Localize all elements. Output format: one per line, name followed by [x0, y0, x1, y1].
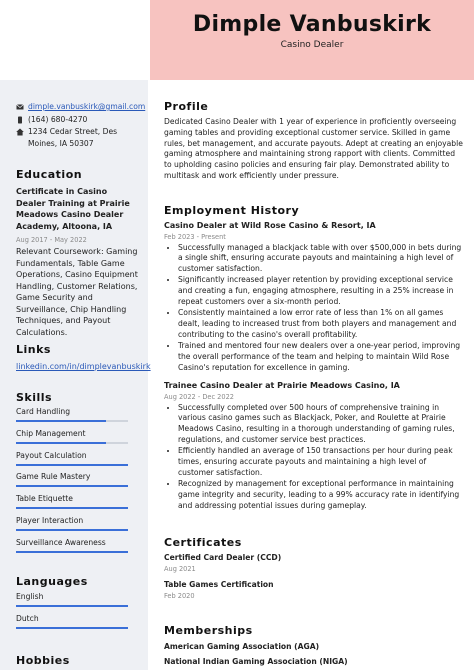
job-dates-2: Aug 2022 - Dec 2022: [164, 392, 234, 401]
education-dates: Aug 2017 - May 2022: [16, 236, 87, 244]
mail-icon: [16, 103, 24, 111]
certificate-entry: [164, 580, 464, 602]
list-item: • Significantly increased player retention by providing exceptional service and creating a fun, engaging atmosphere, resulting in a 25% increase in repeat customers over a six-month period.: [178, 275, 464, 307]
job-bullets-2: [164, 403, 464, 512]
language-level-fill: [16, 605, 128, 607]
employment-heading: Employment History: [164, 204, 300, 217]
profile-heading: Profile: [164, 100, 209, 113]
skill-level-fill: [16, 507, 128, 509]
job-title-1: Casino Dealer at Wild Rose Casino & Resort, IA: [164, 221, 376, 230]
hobbies-heading: Hobbies: [16, 654, 70, 667]
membership-item: National Indian Gaming Association (NIGA): [164, 657, 348, 666]
job-entry: [164, 381, 464, 512]
list-item: • Successfully managed a blackjack table with over $500,000 in bets during a single shift, ensuring accurate payouts and maintaining a high level of customer satisfaction.: [178, 243, 464, 275]
skill-label: Player Interaction: [16, 516, 84, 525]
list-item: • Trained and mentored four new dealers over a one-year period, improving the overall performance of the team and helping to maintain Wild Rose Casino's reputation for excellence in gaming.: [178, 341, 464, 373]
phone-number: (164) 680-4270: [28, 115, 88, 124]
skill-label: Table Etiquette: [16, 494, 73, 504]
languages-heading: Languages: [16, 575, 88, 588]
education-coursework: Relevant Coursework: Gaming Fundamentals, Table Game Operations, Casino Equipment Handling, Customer Relations, Game Security and Surveillance, Chip Handling Techniques, and Payout Calculations.: [16, 247, 138, 337]
language-level-track: [16, 627, 128, 629]
list-item: • Efficiently handled an average of 150 transactions per hour during peak times, ensuring accurate payouts and maintaining a high level of customer satisfaction.: [178, 446, 464, 478]
skill-level-track: [16, 551, 128, 553]
certificates-heading: Certificates: [164, 536, 242, 549]
skill-level-track: [16, 420, 128, 422]
address: 1234 Cedar Street, Des Moines, IA 50307: [28, 127, 118, 148]
certificate-date: Aug 2021: [164, 564, 196, 573]
education-degree: Certificate in Casino Dealer Training at Prairie Meadows Casino Dealer Academy, Altoona, IA: [16, 187, 130, 231]
skill-label: Game Rule Mastery: [16, 472, 91, 482]
email-link[interactable]: dimple.vanbuskirk@gmail.com: [28, 102, 146, 111]
memberships-heading: Memberships: [164, 624, 253, 637]
language-level-fill: [16, 627, 128, 629]
skill-level-fill: [16, 485, 128, 487]
job-title: Casino Dealer: [280, 40, 344, 50]
skill-level-track: [16, 485, 128, 487]
certificate-date: Feb 2020: [164, 591, 195, 600]
skill-level-fill: [16, 551, 128, 553]
skill-level-fill: [16, 442, 106, 444]
list-item: • Recognized by management for exceptional performance in maintaining game integrity and security, leading to a 99% accuracy rate in identifying and addressing potential issues during gameplay.: [178, 479, 464, 511]
skill-level-track: [16, 529, 128, 531]
certificate-name: Table Games Certification: [164, 580, 274, 589]
skill-label: Surveillance Awareness: [16, 537, 106, 547]
skill-level-track: [16, 442, 128, 444]
language-level-track: [16, 605, 128, 607]
linkedin-link[interactable]: linkedin.com/in/dimplevanbuskirk: [16, 362, 151, 371]
job-bullets-1: [164, 243, 464, 374]
phone-icon: [16, 116, 24, 124]
skills-heading: Skills: [16, 391, 53, 404]
skill-level-track: [16, 507, 128, 509]
skill-level-fill: [16, 529, 128, 531]
profile-text: Dedicated Casino Dealer with 1 year of experience in proficiently overseeing gaming tables and providing exceptional customer service. Skilled in game rules, bet management, and accurate payouts. Adept at creating an enjoyable gaming atmosphere and maintaining strong rapport with clients. Committed to upholding casino policies and ensuring fair play. Demonstrated ability to multitask and work efficiently under pressure.: [164, 117, 463, 180]
language-label: English: [16, 592, 44, 601]
language-label: Dutch: [16, 613, 39, 623]
links-heading: Links: [16, 343, 51, 356]
candidate-name: Dimple Vanbuskirk: [192, 12, 432, 37]
skill-level-track: [16, 464, 128, 466]
education-heading: Education: [16, 168, 83, 181]
home-icon: [16, 128, 24, 136]
list-item: • Successfully completed over 500 hours of comprehensive training in various casino games such as Blackjack, Poker, and Roulette at Prairie Meadows Casino, resulting in a thorough understanding of gaming rules, regulations, and customer service best practices.: [178, 403, 464, 446]
job-title-2: Trainee Casino Dealer at Prairie Meadows Casino, IA: [164, 381, 400, 390]
skill-level-fill: [16, 464, 128, 466]
skill-label: Card Handling: [16, 407, 71, 416]
skill-level-fill: [16, 420, 106, 422]
skill-label: Payout Calculation: [16, 450, 87, 460]
job-dates-1: Feb 2023 - Present: [164, 232, 226, 241]
list-item: • Consistently maintained a low error rate of less than 1% on all games dealt, leading to increased trust from both players and management and contributing to the casino's overall profitability.: [178, 308, 464, 340]
job-entry: [164, 221, 464, 374]
certificate-entry: [164, 553, 464, 575]
skill-label: Chip Management: [16, 428, 86, 438]
certificate-name: Certified Card Dealer (CCD): [164, 553, 282, 562]
membership-item: American Gaming Association (AGA): [164, 642, 320, 651]
